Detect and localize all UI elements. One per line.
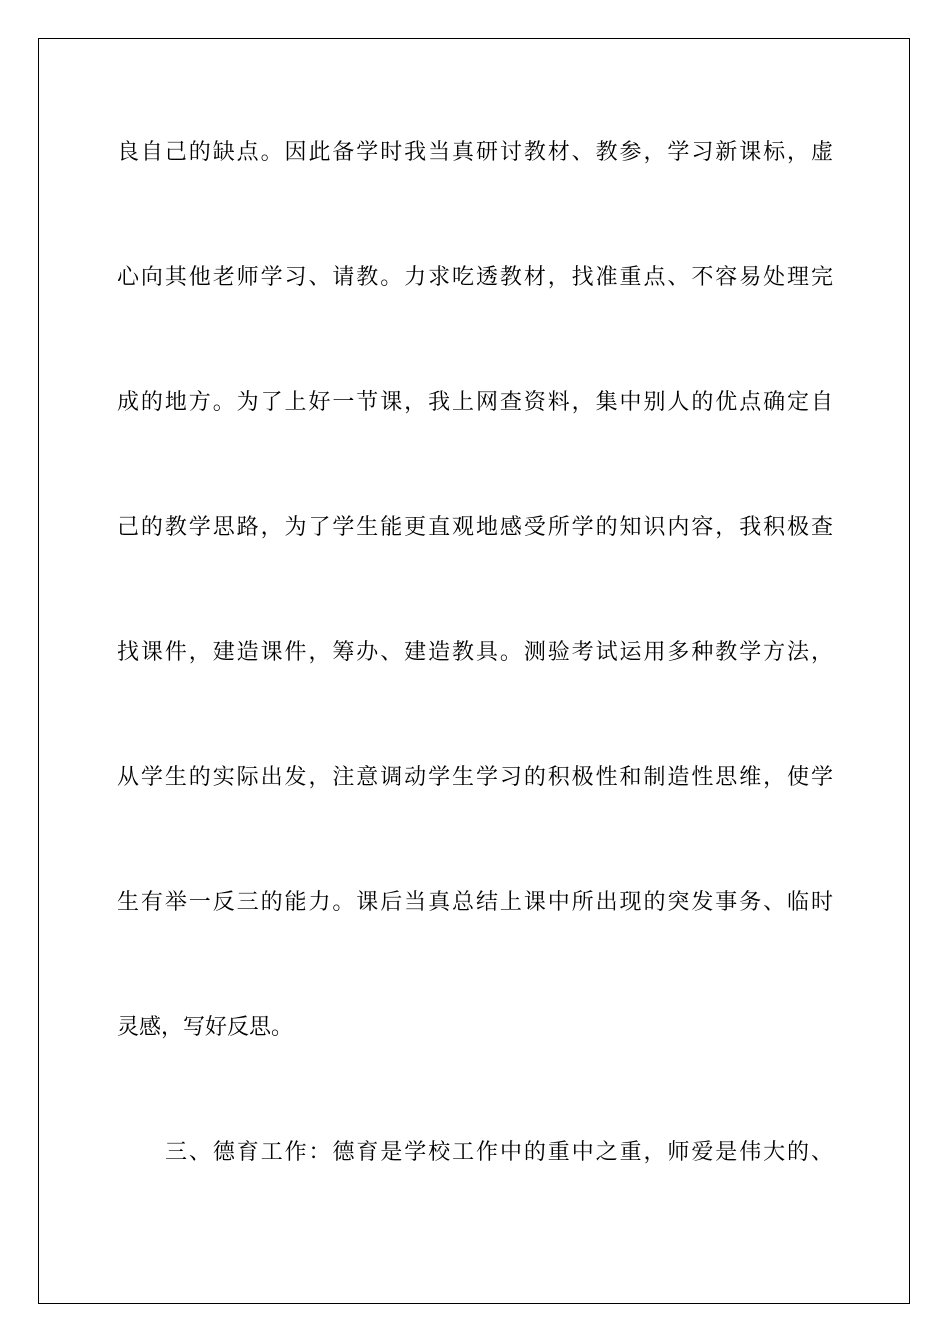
text-line: 从学生的实际出发，注意调动学生学习的积极性和制造性思维，使学 — [117, 765, 833, 790]
text-line-paragraph-end: 灵感，写好反思。 — [117, 1015, 294, 1040]
section-heading-line: 三、德育工作：德育是学校工作中的重中之重，师爱是伟大的、 — [165, 1140, 833, 1165]
text-line: 良自己的缺点。因此备学时我当真研讨教材、教参，学习新课标，虚 — [117, 140, 833, 165]
text-line: 己的教学思路，为了学生能更直观地感受所学的知识内容，我积极查 — [117, 515, 833, 540]
text-line: 成的地方。为了上好一节课，我上网查资料，集中别人的优点确定自 — [117, 390, 833, 415]
text-line: 心向其他老师学习、请教。力求吃透教材，找准重点、不容易处理完 — [117, 265, 833, 290]
text-line: 生有举一反三的能力。课后当真总结上课中所出现的突发事务、临时 — [117, 890, 833, 915]
text-line: 找课件，建造课件，筹办、建造教具。测验考试运用多种教学方法， — [117, 640, 833, 665]
document-body — [117, 130, 833, 1255]
